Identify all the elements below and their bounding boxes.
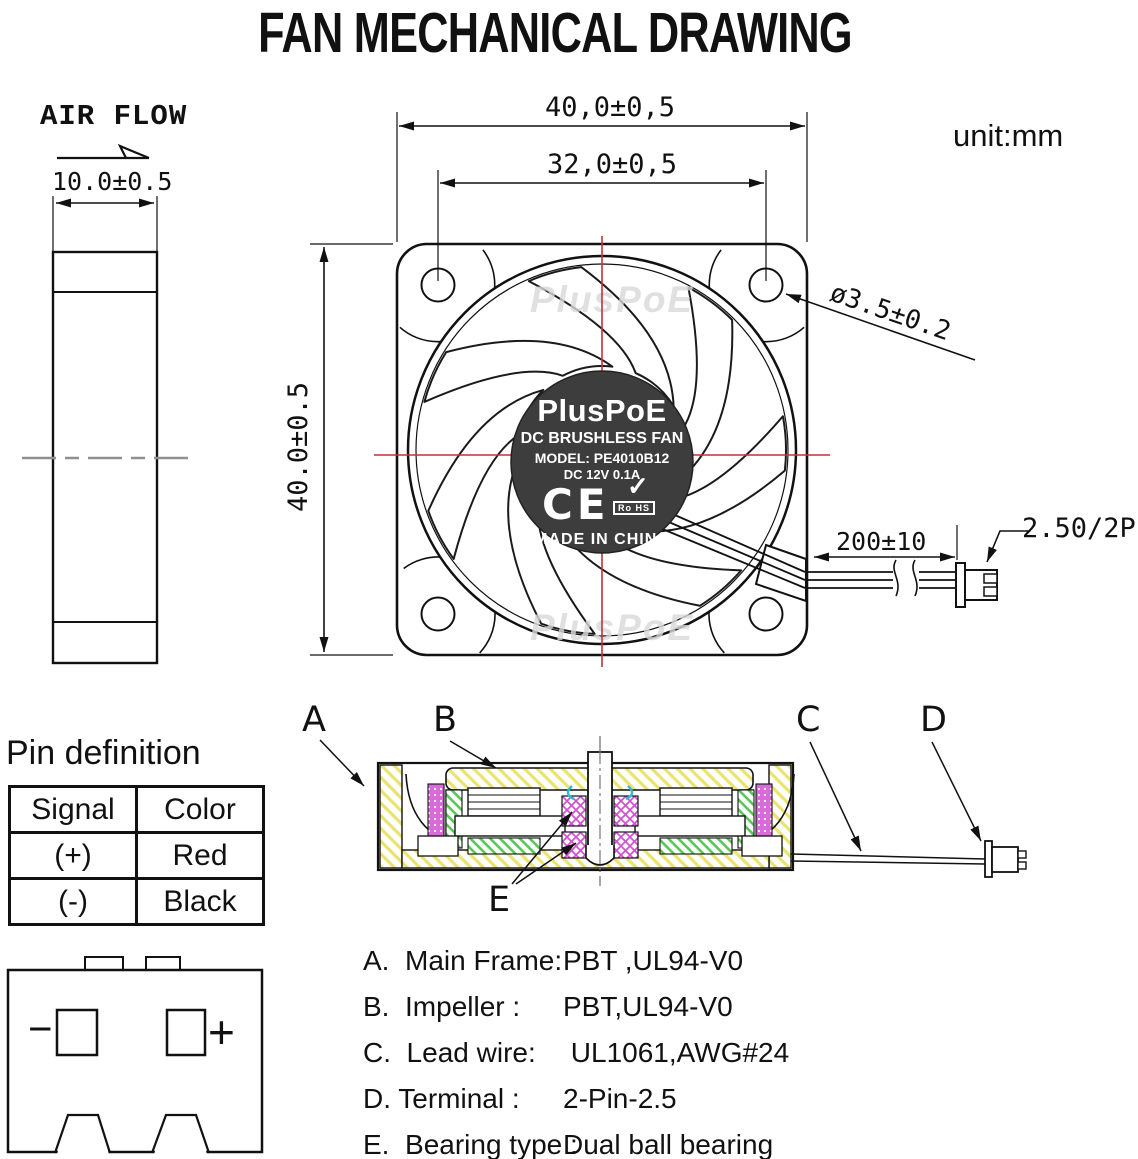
material-value: PBT ,UL94-V0 [563, 945, 744, 976]
pin-definition-table [8, 785, 265, 926]
section-wire [791, 841, 1026, 877]
material-row-c [363, 1030, 789, 1076]
watermark-top: PlusPoE [530, 279, 695, 320]
dim-text-200: 200±10 [836, 527, 927, 556]
dim-text-32: 32,0±0,5 [547, 149, 678, 180]
section-label-b: B [433, 700, 458, 740]
pin-hole-minus [57, 1010, 97, 1055]
rohs-check-icon: ✓ [627, 471, 649, 501]
pin-row-minus-signal: (-) [10, 879, 137, 925]
section-label-c: C [796, 700, 821, 740]
page-title: FAN MECHANICAL DRAWING [258, 1, 852, 65]
hub-origin: MADE IN CHINA [534, 531, 670, 548]
pin-hole-plus [167, 1010, 205, 1055]
plus-sign: + [208, 1006, 235, 1058]
hub-model: MODEL: PE4010B12 [534, 450, 670, 466]
airflow-arrow-flag [120, 146, 149, 158]
material-value: Dual ball bearing [563, 1129, 774, 1159]
cross-section-view [320, 736, 1026, 886]
hub-brand: PlusPoE [537, 393, 667, 428]
material-label: C. Lead wire: [363, 1037, 536, 1068]
section-label-e: E [488, 880, 511, 920]
material-label: B. Impeller : [363, 991, 521, 1022]
section-label-d: D [920, 700, 947, 740]
terminal-body [992, 847, 1018, 872]
pin-definition-title: Pin definition [6, 734, 201, 772]
dim-text-40-left: 40.0±0.5 [283, 381, 314, 512]
materials-list [363, 938, 789, 1159]
side-view [22, 146, 190, 663]
material-value: UL1061,AWG#24 [563, 1037, 790, 1068]
hub-rating: DC 12V 0.1A [563, 467, 641, 482]
connector-side-view [956, 563, 997, 607]
material-value: 2-Pin-2.5 [563, 1083, 677, 1114]
hub-product: DC BRUSHLESS FAN [520, 430, 684, 447]
unit-label: unit:mm [953, 118, 1064, 153]
material-label: A. Main Frame: [363, 945, 563, 976]
airflow-label: AIR FLOW [40, 100, 188, 133]
material-row-a [363, 938, 789, 984]
pin-row-plus-signal: (+) [10, 833, 137, 879]
material-row-d [363, 1076, 789, 1122]
terminal-flange [985, 841, 992, 877]
connector-size-label: 2.50/2P [1022, 513, 1136, 544]
minus-sign: − [28, 1005, 53, 1052]
wire-break-symbol [894, 560, 898, 596]
material-label: E. Bearing type : [363, 1129, 578, 1159]
rohs-box-label: Ro HS [613, 501, 655, 515]
pin-header-color: Color [137, 787, 264, 833]
material-row-b [363, 984, 789, 1030]
watermark-bottom: PlusPoE [530, 607, 695, 648]
dim-text-hole-dia: ø3.5±0.2 [826, 278, 955, 348]
dim-text-10: 10.0±0.5 [52, 167, 173, 196]
material-label: D. Terminal : [363, 1083, 520, 1114]
dim-text-40-top: 40,0±0,5 [545, 92, 676, 123]
material-value: PBT,UL94-V0 [563, 991, 733, 1022]
pin-header-signal: Signal [10, 787, 137, 833]
material-row-e [363, 1122, 789, 1159]
pin-row-minus-color: Black [137, 879, 264, 925]
ce-mark-icon: CE [542, 480, 610, 529]
section-label-a: A [302, 700, 326, 740]
rohs-mark-icon [613, 471, 661, 525]
pin-row-plus-color: Red [137, 833, 264, 879]
